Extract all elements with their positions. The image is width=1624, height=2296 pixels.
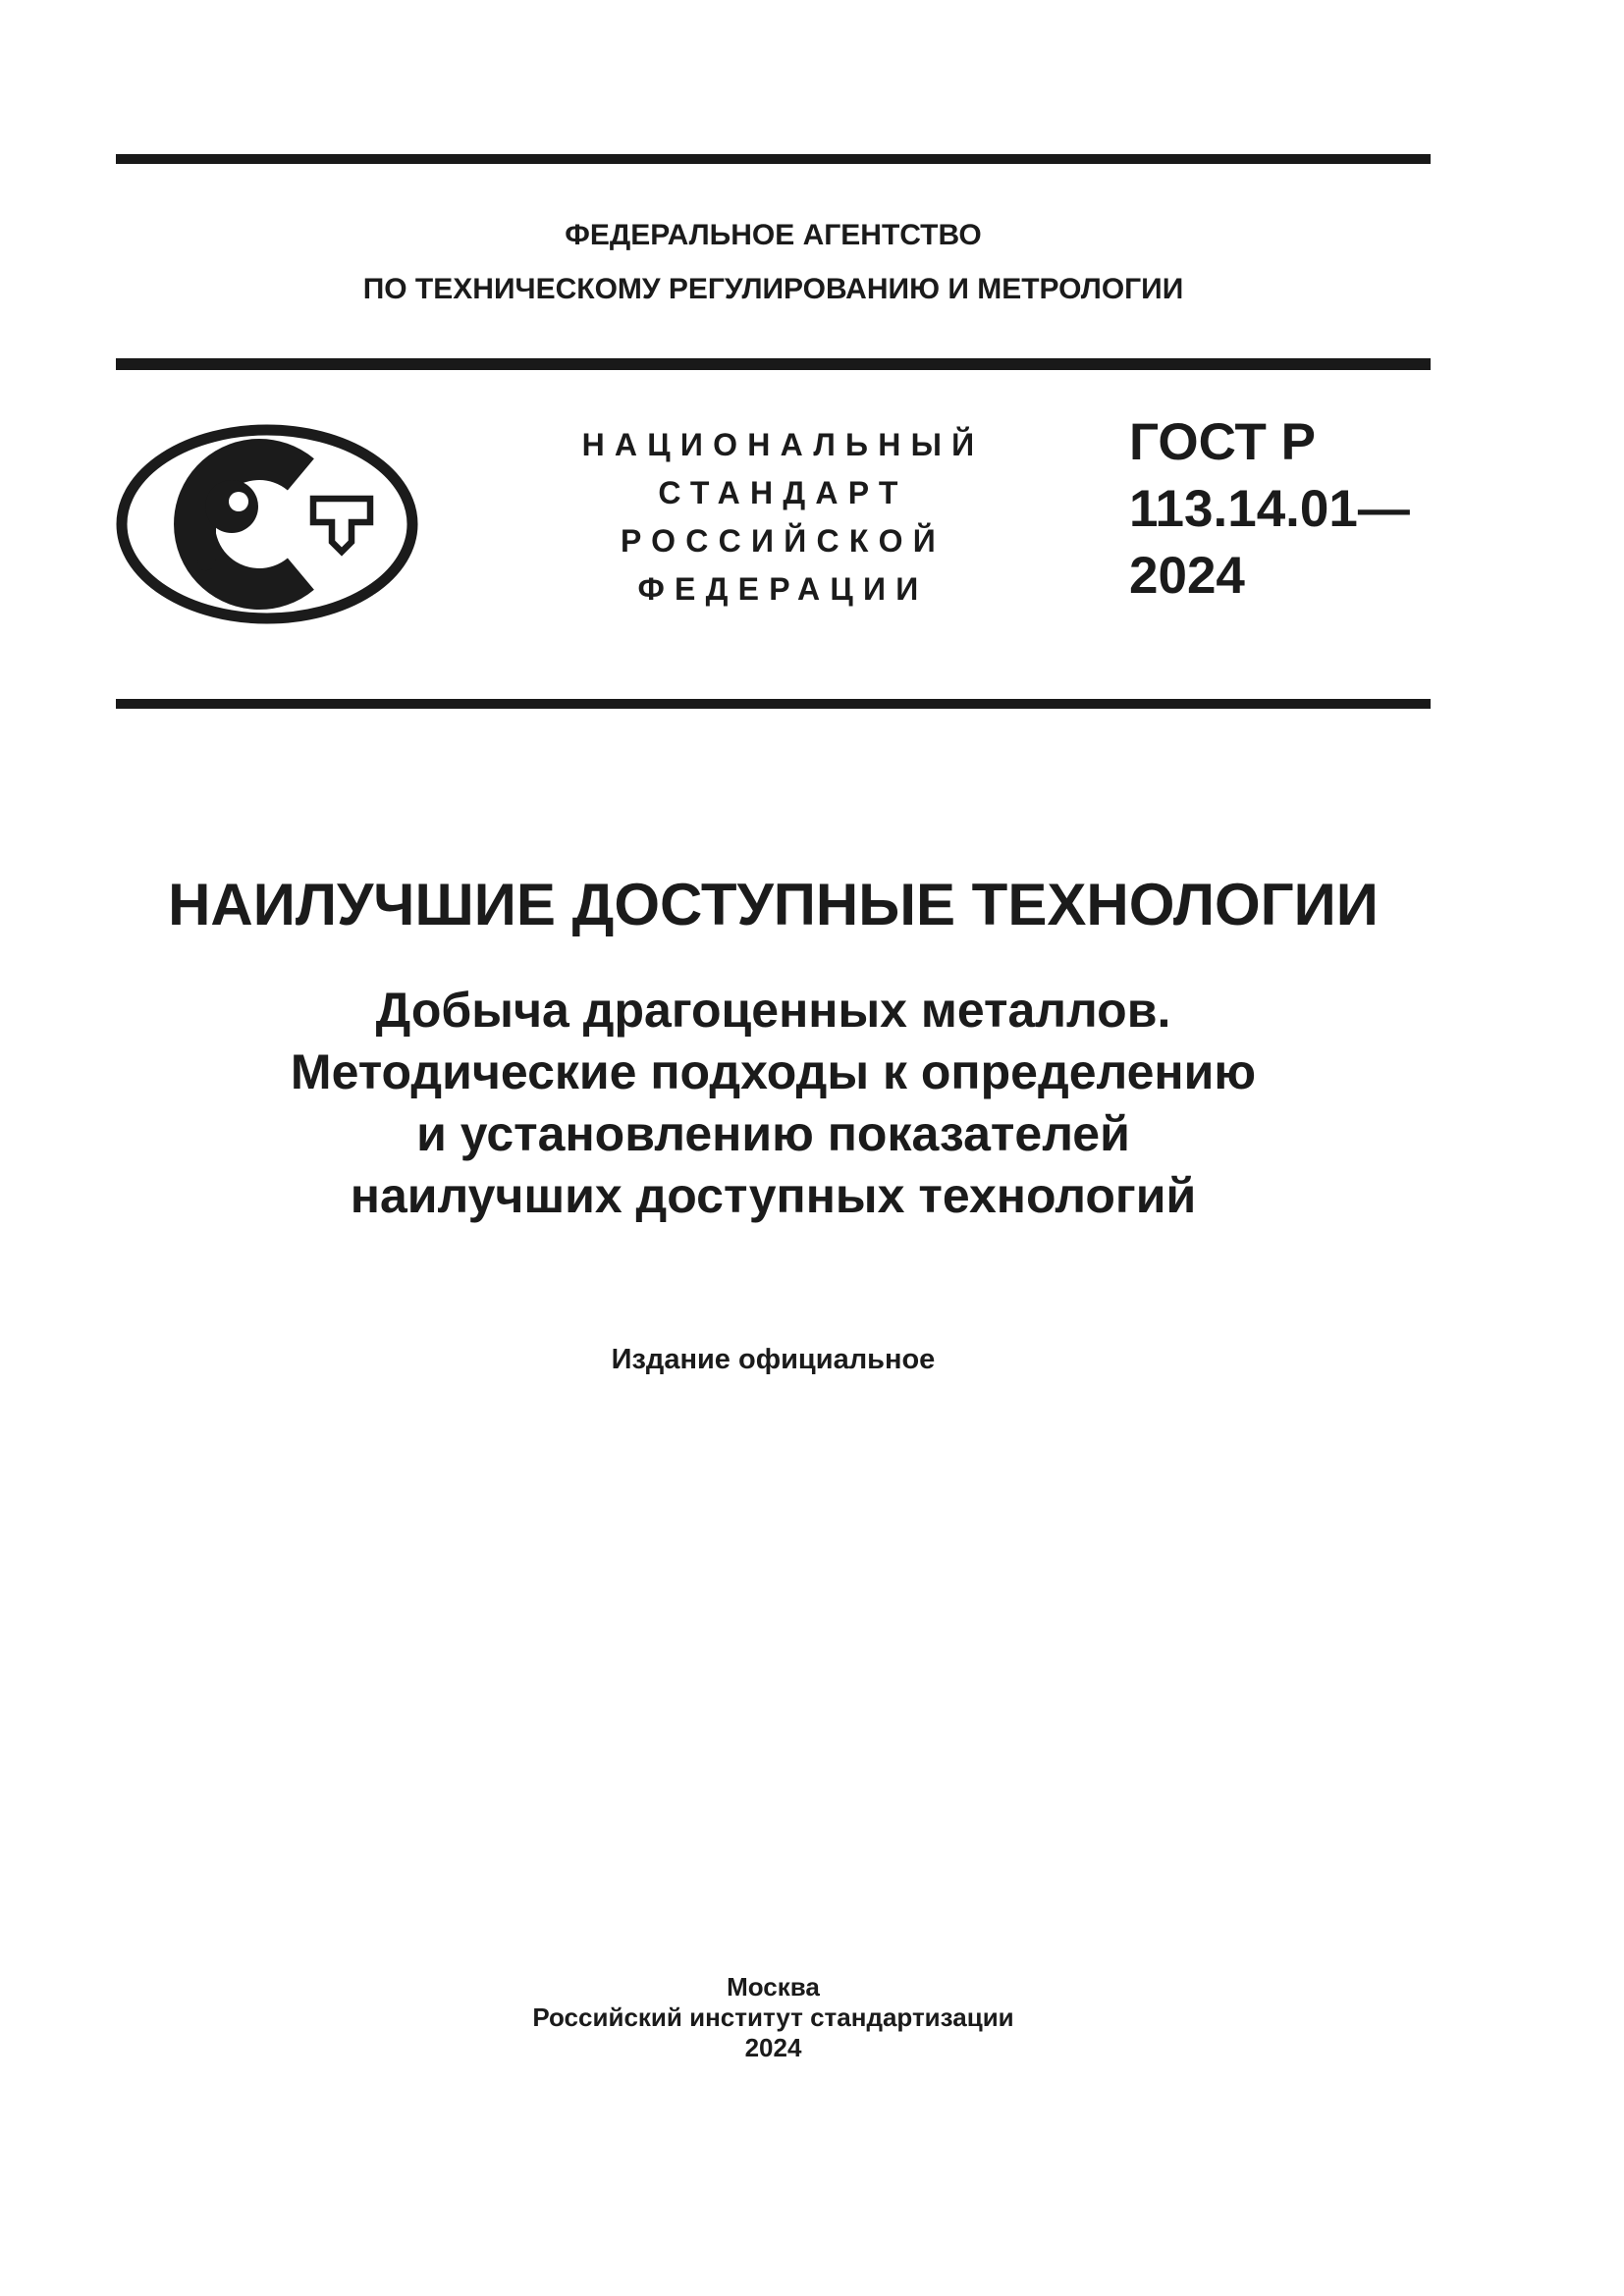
document-subtitle <box>116 980 1431 1227</box>
imprint-publisher: Российский институт стандартизации <box>532 2002 1014 2032</box>
bottom-rule <box>116 699 1431 709</box>
subtitle-line3: и установлению показателей <box>416 1106 1130 1161</box>
document-title: НАИЛУЧШИЕ ДОСТУПНЫЕ ТЕХНОЛОГИИ <box>168 872 1379 937</box>
subtitle-line2: Методические подходы к определению <box>290 1044 1257 1099</box>
standard-type-line3: РОССИЙСКОЙ <box>621 523 946 559</box>
standard-type-line4: ФЕДЕРАЦИИ <box>637 571 929 607</box>
agency-name-line2: ПО ТЕХНИЧЕСКОМУ РЕГУЛИРОВАНИЮ И МЕТРОЛОГИИ <box>362 273 1184 305</box>
subtitle-line1: Добыча драгоценных металлов. <box>375 983 1171 1038</box>
standard-type-line1: НАЦИОНАЛЬНЫЙ <box>581 427 985 462</box>
imprint-block <box>116 1972 1431 2063</box>
designation-line1: ГОСТ Р <box>1129 413 1316 471</box>
designation-line3: 2024 <box>1129 547 1245 605</box>
standard-designation-block <box>1129 409 1542 610</box>
subtitle-line4: наилучших доступных технологий <box>350 1168 1197 1223</box>
imprint-city: Москва <box>727 1972 820 2002</box>
edition-note: Издание официальное <box>611 1344 936 1375</box>
agency-name-line1: ФЕДЕРАЛЬНОЕ АГЕНТСТВО <box>565 219 982 251</box>
top-rule <box>116 154 1431 164</box>
imprint-year: 2024 <box>744 2033 802 2062</box>
designation-line2: 113.14.01— <box>1129 480 1410 538</box>
standard-type-line2: СТАНДАРТ <box>658 475 908 510</box>
middle-rule <box>116 358 1431 370</box>
